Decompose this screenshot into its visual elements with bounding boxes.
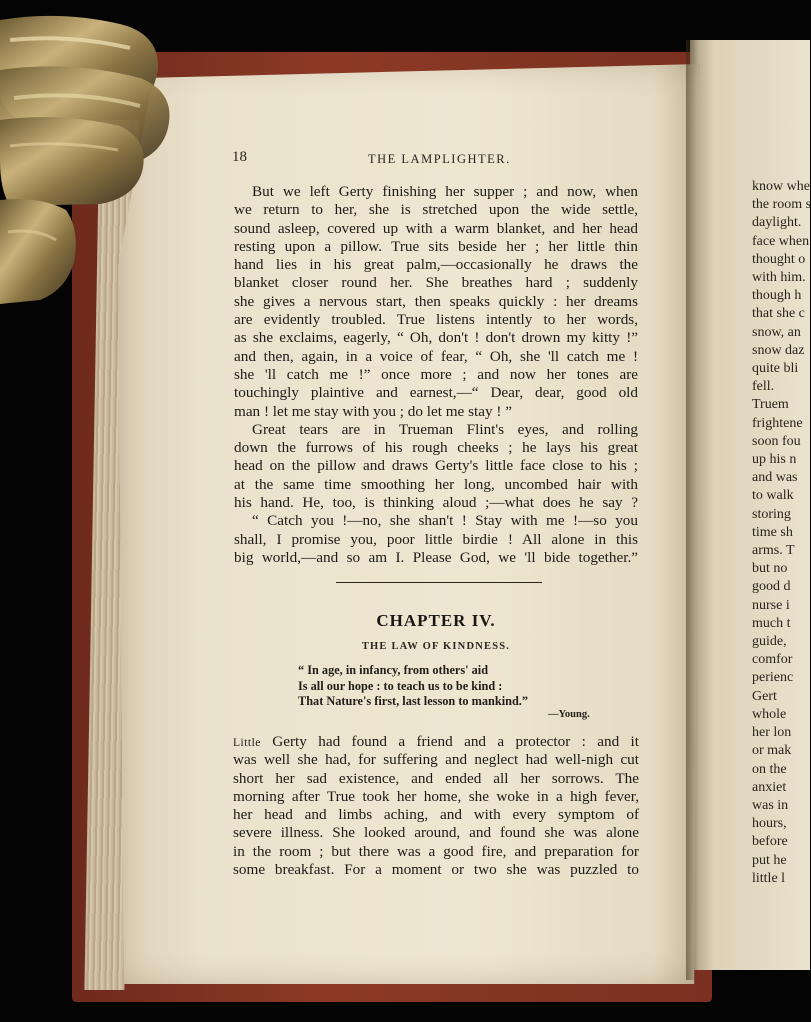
facing-page-line: hours, — [752, 816, 787, 832]
facing-page-line: that she c — [752, 306, 805, 322]
facing-page-line: quite bli — [752, 361, 799, 377]
facing-page-line: was in — [752, 797, 789, 813]
facing-page-line: fell. — [752, 379, 775, 395]
facing-page-line: on the — [752, 761, 787, 777]
text-line: sound asleep, covered up with a warm blanket, and her head — [234, 219, 638, 237]
facing-page-line: face when — [752, 233, 810, 249]
text-line: at the same time smoothing her long, uncombed hair with — [234, 475, 638, 493]
text-line-rest: Gerty had found a friend and a protector : and it — [260, 733, 639, 750]
text-line: her head and limbs aching, and with every symptom of — [233, 806, 639, 824]
text-line: head on the pillow and draws Gerty's little face close to his ; — [234, 457, 638, 475]
text-line: some breakfast. For a moment or two she was puzzled to — [233, 861, 639, 879]
top-paragraphs — [234, 183, 638, 567]
chapter-heading: CHAPTER IV. — [376, 611, 496, 630]
facing-page-line: much t — [752, 615, 791, 631]
text-line: hand lies in his great palm,—occasionally he draws the — [234, 256, 638, 274]
facing-page-line: with him. — [752, 270, 806, 286]
text-line: we return to her, she is stretched upon the wide settle, — [234, 201, 638, 219]
text-line: short her sad existence, and ended all her sorrows. The — [233, 769, 639, 787]
facing-page-line: before — [752, 834, 788, 850]
facing-page-line: but no — [752, 561, 788, 577]
text-line: shall, I promise you, poor little birdie ! All alone in this — [234, 530, 638, 548]
epigraph — [298, 663, 528, 710]
facing-page-line: snow daz — [752, 342, 805, 358]
facing-page-line: her lon — [752, 725, 792, 741]
chapter-subtitle: THE LAW OF KINDNESS. — [361, 641, 511, 652]
text-line — [233, 733, 639, 751]
text-line: in the room ; but there was a good fire, and preparation for — [233, 842, 639, 860]
facing-page-line: guide, — [752, 634, 787, 650]
page-gutter-shadow — [686, 40, 698, 980]
chapter-paragraph — [233, 733, 639, 879]
facing-page-line: good d — [752, 579, 791, 595]
text-line: severe illness. She looked around, and found she was alone — [233, 824, 639, 842]
facing-page-line: Gert — [752, 688, 777, 704]
text-line: “ Catch you !—no, she shan't ! Stay with me !—so you — [252, 512, 638, 530]
brass-page-holder — [0, 0, 180, 320]
text-line: as she exclaims, eagerly, “ Oh, don't ! don't drown my kitty !” — [234, 329, 638, 347]
facing-page-line: and was — [752, 470, 798, 486]
text-line: are evidently troubled. True listens intently to her words, — [234, 311, 638, 329]
facing-page-line: anxiet — [752, 779, 787, 795]
epigraph-attribution: —Young. — [548, 709, 590, 720]
facing-page-line: up his n — [752, 452, 797, 468]
facing-page-text — [752, 178, 811, 888]
text-line: was well she had, for suffering and neglect had well-nigh cut — [233, 751, 639, 769]
text-line: touchingly plaintive and earnest,—“ Dear, dear, good old — [234, 384, 638, 402]
text-line: big world,—and so am I. Please God, we 'll bide together.” — [234, 548, 638, 566]
facing-page-line: to walk — [752, 488, 794, 504]
facing-page-line: time sh — [752, 524, 793, 540]
facing-page-line: though h — [752, 288, 802, 304]
text-line: she 'll catch me !” once more ; and now her tones are — [234, 365, 638, 383]
text-line: and then, again, in a voice of fear, “ Oh, she 'll catch me ! — [234, 347, 638, 365]
facing-page-line: perienc — [752, 670, 794, 686]
facing-page-line: whole — [752, 706, 787, 722]
facing-page-line: snow, an — [752, 324, 801, 340]
text-line: morning after True took her home, she woke in a high fever, — [233, 787, 639, 805]
text-line: man ! let me stay with you ; do let me stay ! ” — [234, 402, 512, 420]
facing-page-line: know whe — [752, 179, 810, 194]
epigraph-line: Is all our hope : to teach us to be kind : — [298, 678, 503, 693]
text-line: But we left Gerty finishing her supper ; and now, when — [252, 183, 638, 200]
facing-page-line: soon fou — [752, 433, 801, 449]
facing-page-line: frightene — [752, 415, 803, 431]
text-line: she gives a nervous start, then speaks quickly : her dreams — [234, 292, 638, 310]
facing-page-line: daylight. — [752, 215, 802, 231]
text-line: down the furrows of his rough cheeks ; he lays his great — [234, 439, 638, 457]
running-title: THE LAMPLIGHTER. — [368, 152, 511, 166]
section-divider — [336, 582, 542, 583]
facing-page-line: thought o — [752, 251, 806, 267]
text-line: his hand. He, too, is thinking aloud ;—what does he say ? — [234, 494, 638, 512]
epigraph-line: “ In age, in infancy, from others' aid — [298, 663, 489, 677]
text-line: resting upon a pillow. True sits beside her ; her little thin — [234, 237, 638, 255]
facing-page-line: the room s — [752, 197, 811, 213]
epigraph-line: That Nature's first, last lesson to mankind.” — [298, 694, 529, 709]
drop-word: Little — [233, 737, 261, 749]
facing-page-line: little l — [752, 870, 786, 886]
facing-page-line: nurse i — [752, 597, 790, 613]
facing-page-line: Truem — [752, 397, 789, 413]
page-number: 18 — [232, 149, 247, 165]
facing-page-line: comfor — [752, 652, 793, 668]
text-line: Great tears are in Trueman Flint's eyes, and rolling — [252, 420, 638, 438]
facing-page-line: put he — [752, 852, 787, 868]
facing-page-line: arms. T — [752, 543, 795, 559]
facing-page-line: storing — [752, 506, 791, 522]
text-line: blanket closer round her. She breathes hard ; suddenly — [234, 274, 638, 292]
facing-page-line: or mak — [752, 743, 792, 759]
